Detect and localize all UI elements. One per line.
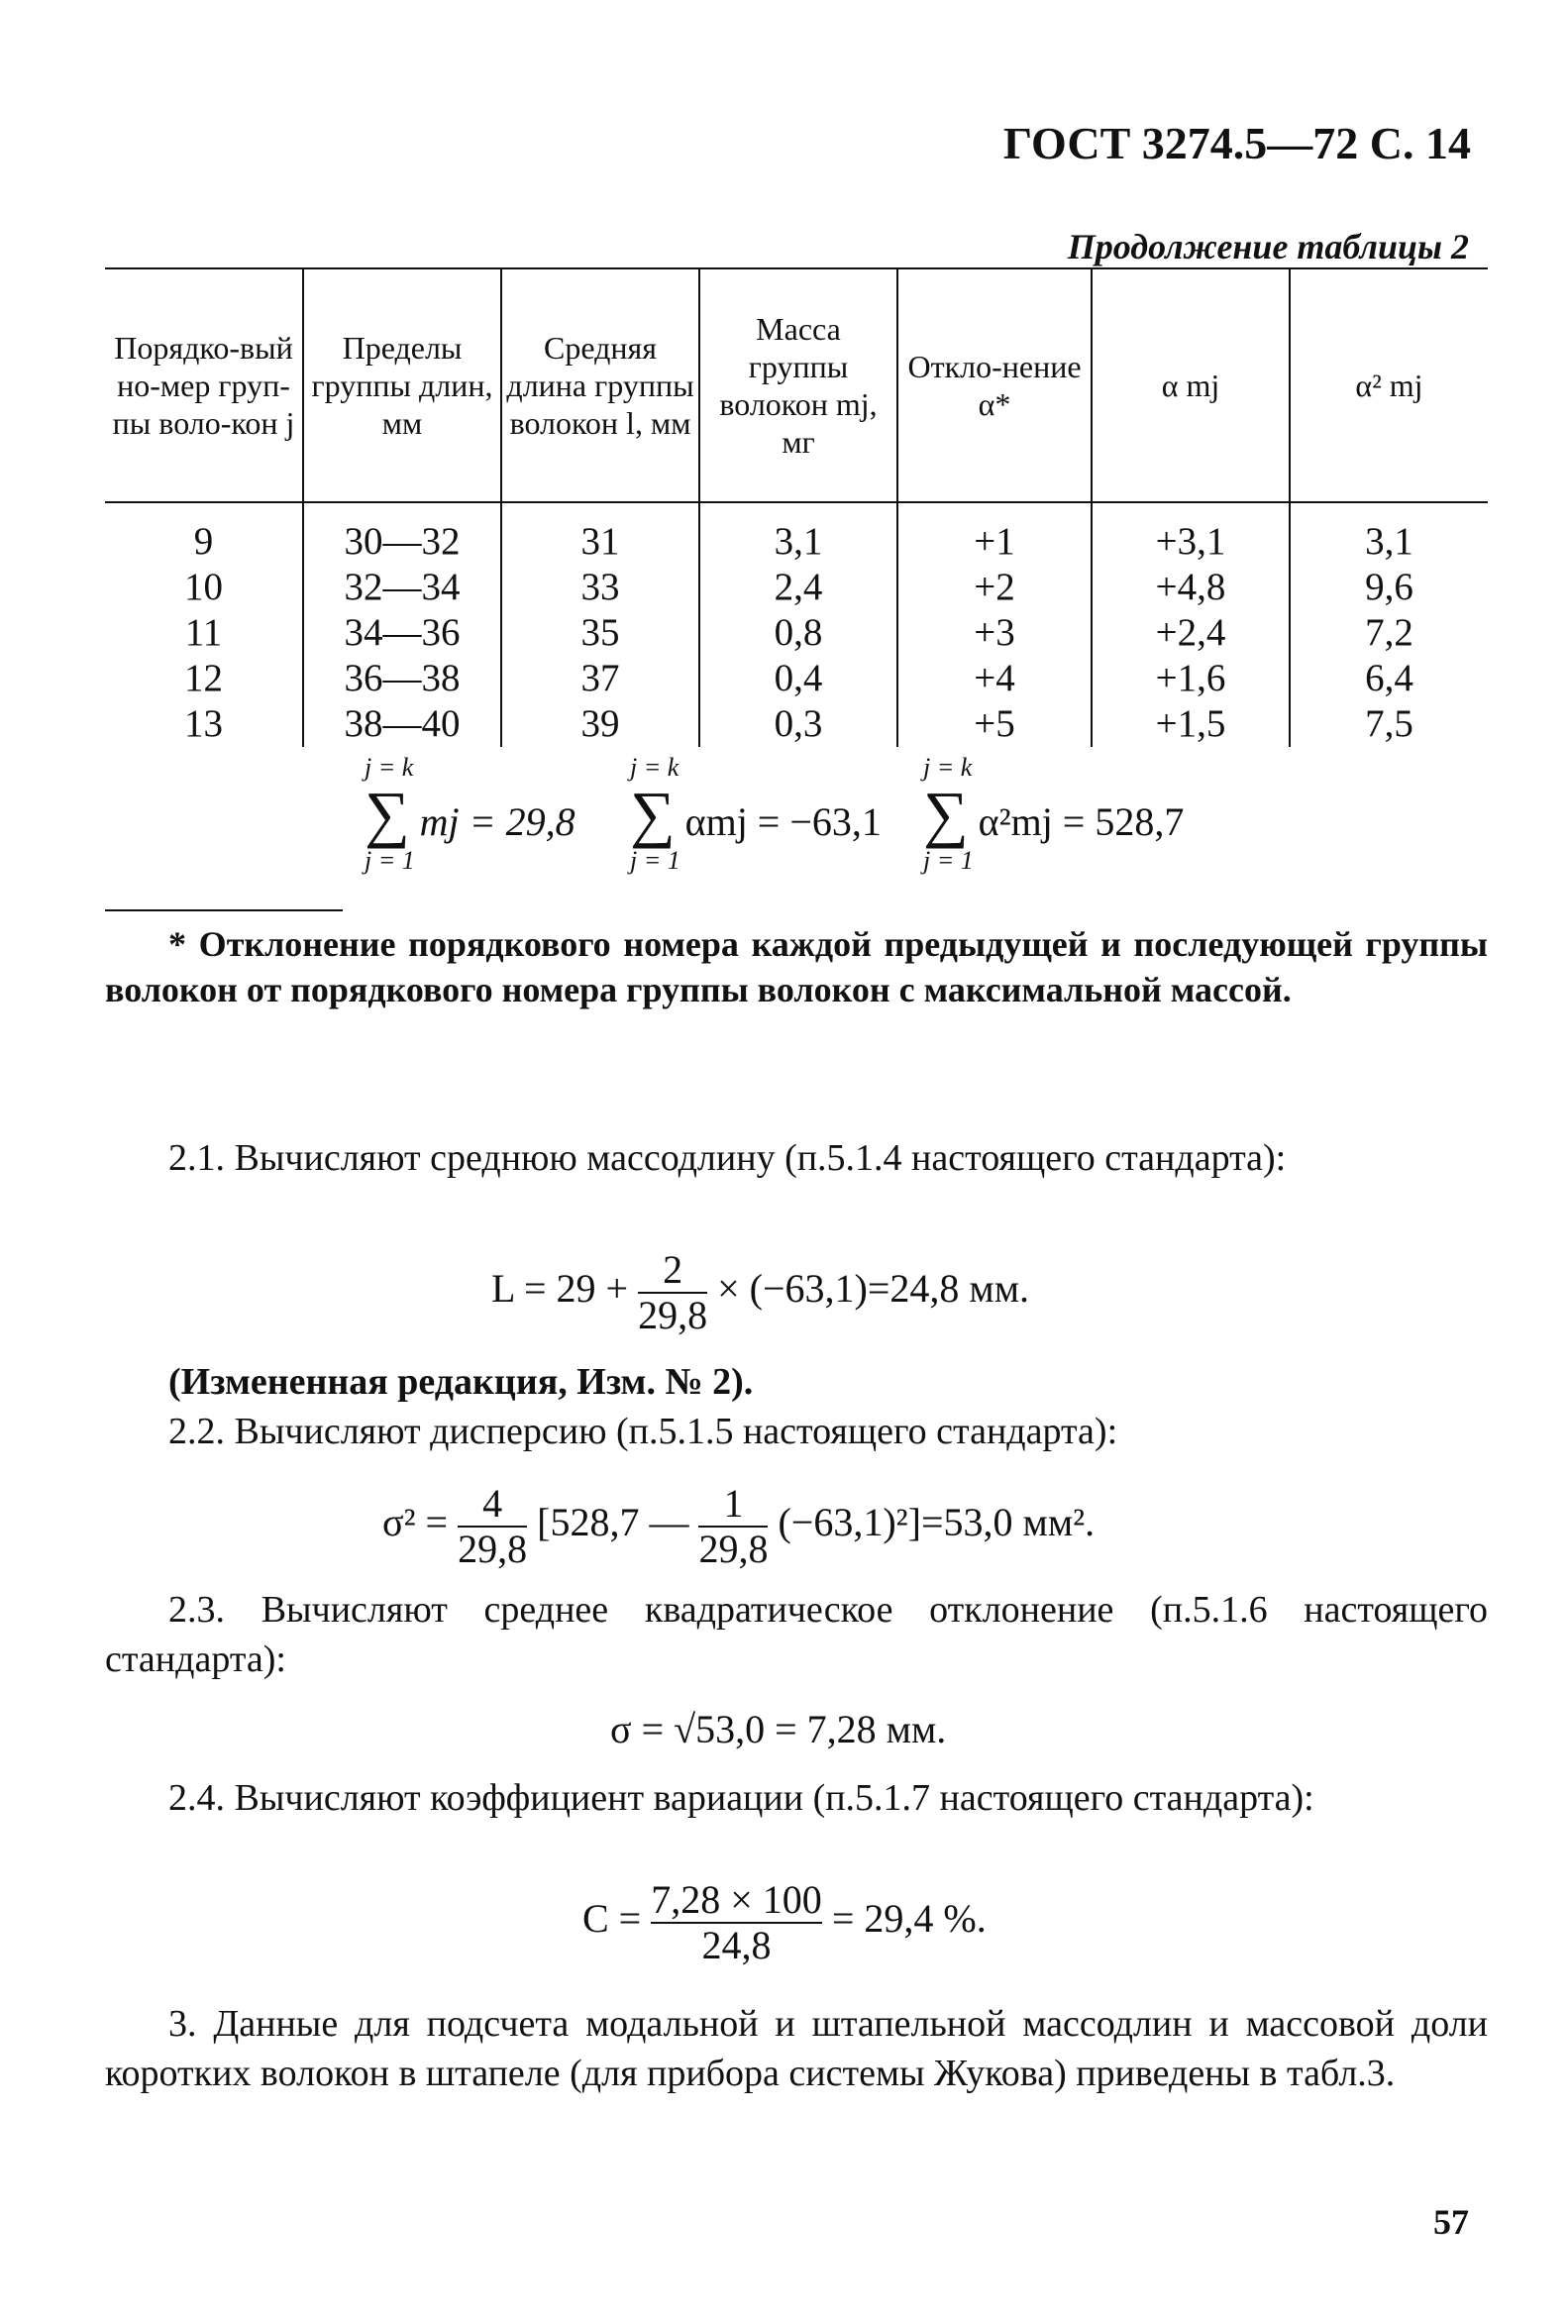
col-header-alpha2-m: α² mj	[1290, 268, 1488, 502]
table-cell: 0,4	[699, 656, 897, 701]
table-cell: +2	[897, 565, 1092, 610]
paragraph-2-4: 2.4. Вычисляют коэффициент вариации (п.5.1.7 настоящего стандарта):	[168, 1777, 1314, 1819]
table-cell: 12	[184, 657, 223, 699]
sum-lower-limit: j = 1	[923, 846, 974, 875]
sum-alpha-mass-value: αmj = −63,1	[684, 799, 882, 844]
table-cell: 7,2	[1290, 610, 1488, 656]
footnote: * Отклонение порядкового номера каждой предыдущей и последующей группы волокон от порядкового номера группы волокон с максимальной массой.	[105, 924, 1488, 1009]
table-cell: 9,6	[1290, 565, 1488, 610]
col-header-mean-length: Средняя длина группы волокон l, мм	[501, 268, 699, 502]
paragraph-2-2: 2.2. Вычисляют дисперсию (п.5.1.5 настоящего стандарта):	[168, 1411, 1118, 1452]
table-cell: 0,3	[699, 701, 897, 747]
formula-dispersion	[382, 1482, 1095, 1571]
table-cell: 30—32	[303, 502, 501, 565]
fraction	[638, 1248, 707, 1337]
table-cell: +1,6	[1092, 656, 1290, 701]
fraction	[651, 1878, 822, 1967]
fraction-denominator: 29,8	[638, 1293, 708, 1337]
table-cell: +4	[897, 656, 1092, 701]
fraction-numerator: 7,28 × 100	[651, 1877, 822, 1922]
table-cell: 34—36	[303, 610, 501, 656]
table-row	[105, 701, 1488, 747]
sigma-icon: ∑	[365, 779, 410, 849]
table-continuation-label: Продолжение таблицы 2	[1067, 227, 1469, 266]
formula-left: L = 29 +	[491, 1266, 629, 1312]
formula-left: σ² =	[382, 1500, 449, 1545]
table-row	[105, 610, 1488, 656]
table-cell: 33	[501, 565, 699, 610]
sum-lower-limit: j = 1	[630, 846, 680, 875]
table-cell: 3,1	[699, 502, 897, 565]
formula-right: (−63,1)²]=53,0 мм².	[778, 1500, 1096, 1545]
formula-middle: [528,7 —	[537, 1500, 689, 1545]
table-header-row	[105, 268, 1488, 502]
formula-right: = 29,4 %.	[831, 1896, 987, 1942]
fraction-numerator: 1	[723, 1481, 744, 1526]
table-cell: +2,4	[1092, 610, 1290, 656]
page-number: 57	[1433, 2202, 1469, 2242]
table-cell: +5	[897, 701, 1092, 747]
table-cell: +1	[897, 502, 1092, 565]
formula-std-dev: σ = √53,0 = 7,28 мм.	[610, 1707, 947, 1751]
table-cell: 31	[501, 502, 699, 565]
sum-lower-limit: j = 1	[365, 846, 415, 875]
table-cell: 32—34	[303, 565, 501, 610]
amendment-note: (Измененная редакция, Изм. № 2).	[168, 1361, 754, 1403]
data-table	[105, 267, 1488, 747]
sum-upper-limit: j = k	[630, 753, 679, 782]
fraction-denominator: 24,8	[651, 1922, 822, 1967]
table-cell: 2,4	[699, 565, 897, 610]
table-row	[105, 656, 1488, 701]
table-row	[105, 565, 1488, 610]
col-header-mass: Масса группы волокон mj, мг	[699, 268, 897, 502]
fraction-numerator: 4	[482, 1481, 503, 1526]
table-cell: 36—38	[303, 656, 501, 701]
footnote-divider	[105, 909, 343, 911]
col-header-group-number: Порядко-вый но-мер груп-пы воло-кон j	[105, 268, 303, 502]
sigma-icon: ∑	[630, 779, 676, 849]
sum-mass	[365, 753, 575, 876]
table-cell: 38—40	[303, 701, 501, 747]
table-cell: 7,5	[1290, 701, 1488, 747]
fraction-denominator: 29,8	[458, 1527, 528, 1571]
table-cell: 6,4	[1290, 656, 1488, 701]
formula-right: × (−63,1)=24,8 мм.	[717, 1266, 1030, 1312]
sum-alpha2-mass-value: α²mj = 528,7	[978, 799, 1185, 844]
table-cell: 3,1	[1290, 502, 1488, 565]
fraction-denominator: 29,8	[698, 1527, 769, 1571]
sigma-icon: ∑	[923, 779, 969, 849]
document-header: ГОСТ 3274.5—72 С. 14	[1002, 118, 1471, 168]
table-cell: 10	[184, 566, 223, 608]
paragraph-3: 3. Данные для подсчета модальной и штапельной массодлин и массовой доли коротких волокон в штапеле (для прибора системы Жукова) приведены в табл.3.	[105, 2003, 1488, 2094]
table-cell: +4,8	[1092, 565, 1290, 610]
sum-upper-limit: j = k	[365, 753, 414, 782]
paragraph-2-1: 2.1. Вычисляют среднюю массодлину (п.5.1.4 настоящего стандарта):	[168, 1137, 1287, 1179]
sum-alpha-mass	[630, 753, 882, 876]
table-cell: 11	[184, 611, 223, 654]
formula-mean-length	[491, 1248, 1029, 1337]
table-cell: +1,5	[1092, 701, 1290, 747]
table-cell: 35	[501, 610, 699, 656]
table-row	[105, 502, 1488, 565]
table-cell: +3	[897, 610, 1092, 656]
table-cell: +3,1	[1092, 502, 1290, 565]
fraction	[458, 1482, 527, 1571]
table-cell: 39	[501, 701, 699, 747]
paragraph-2-3: 2.3. Вычисляют среднее квадратическое отклонение (п.5.1.6 настоящего стандарта):	[105, 1589, 1488, 1680]
table-cell: 13	[184, 702, 223, 745]
sum-upper-limit: j = k	[923, 753, 973, 782]
sum-alpha2-mass	[923, 753, 1184, 876]
table-cell: 37	[501, 656, 699, 701]
table-cell: 9	[193, 520, 214, 563]
col-header-deviation: Откло-нение α*	[897, 268, 1092, 502]
col-header-alpha-m: α mj	[1092, 268, 1290, 502]
formula-left: C =	[582, 1896, 642, 1942]
fraction	[698, 1482, 768, 1571]
table-cell: 0,8	[699, 610, 897, 656]
col-header-length-limits: Пределы группы длин, мм	[303, 268, 501, 502]
formula-variation	[582, 1878, 987, 1967]
fraction-numerator: 2	[663, 1247, 683, 1292]
sum-mass-value: mj = 29,8	[419, 799, 575, 844]
